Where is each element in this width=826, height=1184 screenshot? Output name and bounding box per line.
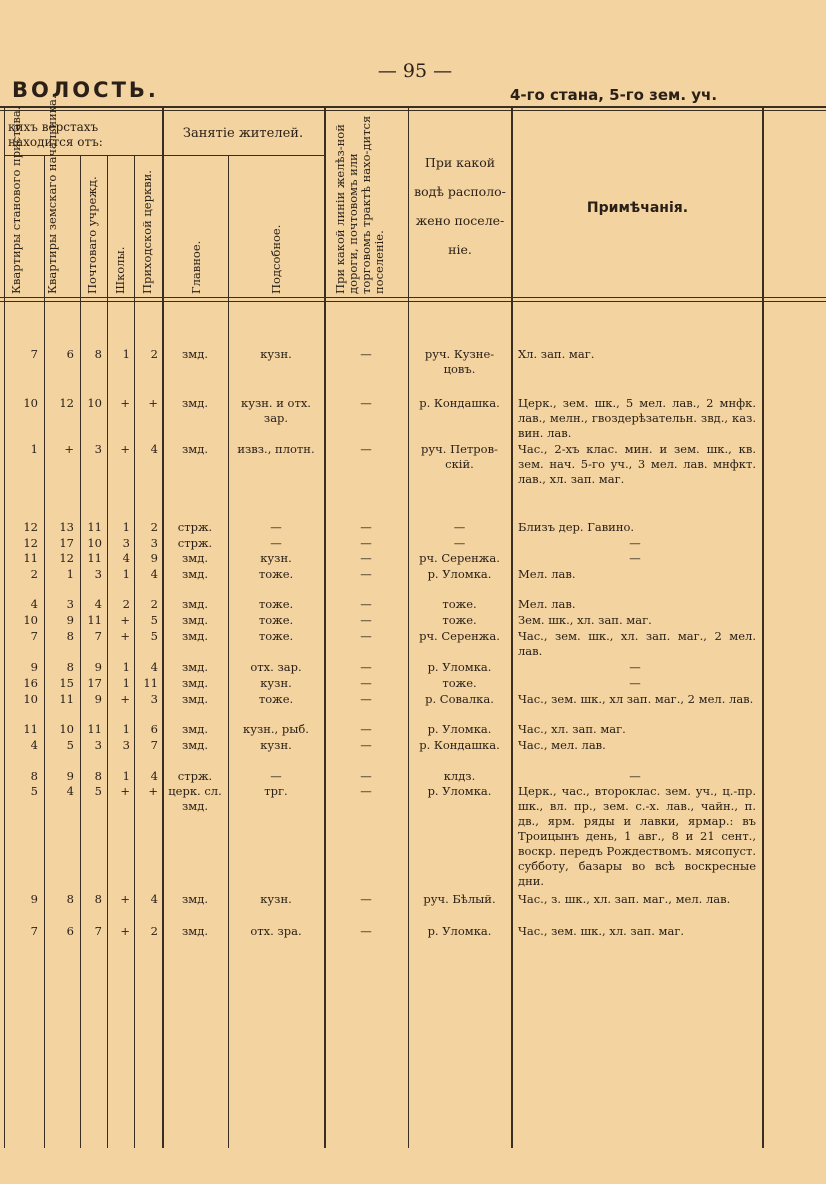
cell-main-occupation: змд. <box>182 613 208 627</box>
cell-school: 1 <box>122 347 130 361</box>
cell-school: + <box>120 442 130 456</box>
cell-zemsky: 8 <box>66 892 74 906</box>
cell-stanovoy: 12 <box>23 520 38 534</box>
cell-water: руч. Петров-скій. <box>421 442 498 471</box>
cell-school: + <box>120 924 130 938</box>
col-header-aux-occupation: Подсобное. <box>269 224 283 294</box>
cell-post: 8 <box>94 347 102 361</box>
cell-post: 17 <box>87 676 102 690</box>
cell-rail: — <box>360 567 372 581</box>
cell-note: Час., хл. зап. маг. <box>518 722 626 736</box>
cell-aux-occupation: — <box>270 769 282 783</box>
cell-water: р. Кондашка. <box>419 738 500 752</box>
table-top-rule-thin <box>0 110 826 111</box>
cell-rail: — <box>360 347 372 361</box>
cell-church: 2 <box>150 520 158 534</box>
cell-note: Час., мел. лав. <box>518 738 606 752</box>
cell-zemsky: 9 <box>66 613 74 627</box>
col-line <box>4 108 5 1148</box>
cell-note: Церк., зем. шк., 5 мел. лав., 2 мнфк. лав., мелн., гвоздерѣзательн. звд., каз. вин. лав. <box>518 396 756 440</box>
cell-school: 1 <box>122 567 130 581</box>
volost-heading: ВОЛОСТЬ. <box>12 78 159 102</box>
cell-stanovoy: 10 <box>23 396 38 410</box>
cell-rail: — <box>360 613 372 627</box>
cell-water: клдз. <box>443 769 476 783</box>
cell-post: 4 <box>94 597 102 611</box>
cell-main-occupation: змд. <box>182 692 208 706</box>
cell-note: Час., 2-хъ клас. мин. и зем. шк., кв. зем. нач. 5-го уч., 3 мел. лав. мнфкт. лав., хл. зап. маг. <box>518 442 756 486</box>
cell-school: 2 <box>122 597 130 611</box>
cell-zemsky: 10 <box>59 722 74 736</box>
col-header-school: Школы. <box>113 246 127 294</box>
cell-school: + <box>120 692 130 706</box>
col-line <box>511 108 513 1148</box>
cell-water: р. Уломка. <box>427 722 492 736</box>
cell-main-occupation: стрж. <box>177 536 213 550</box>
cell-school: 1 <box>122 660 130 674</box>
cell-rail: — <box>360 738 372 752</box>
cell-school: + <box>120 613 130 627</box>
cell-post: 10 <box>87 536 102 550</box>
cell-water: р. Уломка. <box>427 567 492 581</box>
cell-rail: — <box>360 629 372 643</box>
cell-rail: — <box>360 660 372 674</box>
cell-school: 1 <box>122 520 130 534</box>
cell-church: 11 <box>143 676 158 690</box>
cell-stanovoy: 11 <box>23 722 38 736</box>
col-line <box>44 155 45 1148</box>
cell-church: 2 <box>150 347 158 361</box>
cell-zemsky: 6 <box>66 347 74 361</box>
cell-church: 2 <box>150 597 158 611</box>
cell-zemsky: 9 <box>66 769 74 783</box>
cell-aux-occupation: тоже. <box>258 613 294 627</box>
cell-note: — <box>629 536 641 550</box>
cell-stanovoy: 7 <box>30 347 38 361</box>
cell-aux-occupation: кузн. и отх. зар. <box>241 396 311 425</box>
cell-rail: — <box>360 597 372 611</box>
cell-note: — <box>629 551 641 565</box>
cell-water: руч. Кузне-цовъ. <box>424 347 495 376</box>
cell-aux-occupation: отх. зар. <box>250 660 302 674</box>
cell-stanovoy: 8 <box>30 769 38 783</box>
cell-stanovoy: 7 <box>30 629 38 643</box>
cell-zemsky: 13 <box>59 520 74 534</box>
cell-school: 1 <box>122 676 130 690</box>
cell-school: + <box>120 784 130 798</box>
cell-zemsky: 17 <box>59 536 74 550</box>
cell-aux-occupation: кузн., рыб. <box>243 722 309 736</box>
cell-main-occupation: змд. <box>182 924 208 938</box>
cell-aux-occupation: тоже. <box>258 567 294 581</box>
col-header-water: При какой водѣ располо-жено поселе-ніе. <box>414 155 506 257</box>
col-header-church: Приходской церкви. <box>140 170 154 294</box>
cell-stanovoy: 1 <box>30 442 38 456</box>
cell-note: Час., зем. шк., хл. зап. маг. <box>518 924 685 938</box>
cell-church: + <box>148 784 158 798</box>
cell-church: 3 <box>150 692 158 706</box>
cell-rail: — <box>360 769 372 783</box>
cell-aux-occupation: кузн. <box>260 892 292 906</box>
cell-aux-occupation: извз., плотн. <box>237 442 315 456</box>
col-header-post: Почтоваго учрежд. <box>85 176 99 294</box>
cell-post: 5 <box>94 784 102 798</box>
cell-post: 8 <box>94 892 102 906</box>
cell-note: Час., зем. шк., хл зап. маг., 2 мел. лав. <box>518 692 754 706</box>
col-header-stanovoy: Квартиры станового пристава. <box>9 106 23 294</box>
col-line <box>134 155 135 1148</box>
cell-aux-occupation: кузн. <box>260 738 292 752</box>
cell-water: тоже. <box>442 676 477 690</box>
cell-school: + <box>120 629 130 643</box>
cell-post: 11 <box>87 551 102 565</box>
cell-zemsky: 3 <box>66 597 74 611</box>
cell-aux-occupation: кузн. <box>260 676 292 690</box>
cell-school: 3 <box>122 536 130 550</box>
cell-zemsky: 8 <box>66 660 74 674</box>
cell-church: 4 <box>150 567 158 581</box>
cell-post: 10 <box>87 396 102 410</box>
cell-main-occupation: змд. <box>182 347 208 361</box>
cell-main-occupation: змд. <box>182 738 208 752</box>
cell-post: 7 <box>94 924 102 938</box>
cell-water: р. Уломка. <box>427 924 492 938</box>
cell-note: — <box>629 676 641 690</box>
cell-stanovoy: 9 <box>30 892 38 906</box>
cell-post: 9 <box>94 660 102 674</box>
cell-main-occupation: змд. <box>182 597 208 611</box>
cell-stanovoy: 10 <box>23 613 38 627</box>
cell-stanovoy: 5 <box>30 784 38 798</box>
cell-post: 11 <box>87 520 102 534</box>
cell-stanovoy: 11 <box>23 551 38 565</box>
cell-main-occupation: змд. <box>182 892 208 906</box>
col-line <box>80 155 81 1148</box>
cell-rail: — <box>360 784 372 798</box>
page-number: — 95 — <box>377 60 453 82</box>
cell-zemsky: 6 <box>66 924 74 938</box>
cell-main-occupation: змд. <box>182 629 208 643</box>
cell-stanovoy: 7 <box>30 924 38 938</box>
col-header-rail: При какой линіи желѣз-ной дороги, почтовомъ или торговомъ трактѣ нахо-дится поселеніе. <box>333 115 386 294</box>
cell-zemsky: 15 <box>59 676 74 690</box>
cell-church: 9 <box>150 551 158 565</box>
cell-stanovoy: 2 <box>30 567 38 581</box>
subheader-rule <box>162 155 324 156</box>
cell-aux-occupation: отх. зра. <box>250 924 302 938</box>
cell-main-occupation: змд. <box>182 660 208 674</box>
cell-note: Зем. шк., хл. зап. маг. <box>518 613 652 627</box>
cell-note: — <box>629 769 641 783</box>
cell-rail: — <box>360 442 372 456</box>
cell-note: Хл. зап. маг. <box>518 347 595 361</box>
col-line <box>324 108 326 1148</box>
cell-aux-occupation: тоже. <box>258 692 294 706</box>
cell-church: 2 <box>150 924 158 938</box>
cell-zemsky: 5 <box>66 738 74 752</box>
cell-rail: — <box>360 692 372 706</box>
cell-rail: — <box>360 520 372 534</box>
cell-stanovoy: 4 <box>30 597 38 611</box>
cell-school: + <box>120 396 130 410</box>
cell-stanovoy: 12 <box>23 536 38 550</box>
cell-post: 3 <box>94 567 102 581</box>
col-header-notes: Примѣчанія. <box>586 200 689 216</box>
cell-note: Час., з. шк., хл. зап. маг., мел. лав. <box>518 892 731 906</box>
cell-note: Церк., час., второклас. зем. уч., ц.-пр. шк., вл. пр., зем. с.-х. лав., чайн., п. дв., ярм. ряды и лавки, ярмар.: въ Троицынъ день, 1 авг., 8 и 21 сент., воскр. передъ Рождествомъ. мясопуст. субботу, базары во всѣ воскресные дни. <box>518 784 756 888</box>
cell-water: — <box>453 520 466 534</box>
cell-school: 1 <box>122 769 130 783</box>
cell-post: 9 <box>94 692 102 706</box>
cell-stanovoy: 16 <box>23 676 38 690</box>
cell-church: + <box>148 396 158 410</box>
cell-church: 3 <box>150 536 158 550</box>
cell-water: р. Совалка. <box>425 692 494 706</box>
cell-aux-occupation: — <box>270 520 282 534</box>
cell-aux-occupation: кузн. <box>260 347 292 361</box>
cell-water: р. Уломка. <box>427 784 492 798</box>
cell-zemsky: 4 <box>66 784 74 798</box>
cell-church: 7 <box>150 738 158 752</box>
cell-church: 4 <box>150 442 158 456</box>
cell-main-occupation: стрж. <box>177 769 213 783</box>
cell-rail: — <box>360 396 372 410</box>
cell-zemsky: 1 <box>66 567 74 581</box>
cell-water: рч. Серенжа. <box>419 629 500 643</box>
cell-post: 3 <box>94 442 102 456</box>
cell-water: р. Кондашка. <box>419 396 500 410</box>
cell-post: 8 <box>94 769 102 783</box>
cell-school: 4 <box>122 551 130 565</box>
cell-zemsky: 8 <box>66 629 74 643</box>
cell-rail: — <box>360 536 372 550</box>
cell-water: тоже. <box>442 597 477 611</box>
cell-church: 6 <box>150 722 158 736</box>
cell-church: 5 <box>150 629 158 643</box>
cell-note: Близъ дер. Гавино. <box>518 520 635 534</box>
cell-zemsky: 12 <box>59 396 74 410</box>
cell-church: 4 <box>150 660 158 674</box>
cell-church: 4 <box>150 769 158 783</box>
cell-water: тоже. <box>442 613 477 627</box>
cell-school: 1 <box>122 722 130 736</box>
subheader-rule <box>4 155 162 156</box>
header-bottom-rule <box>0 297 826 298</box>
cell-stanovoy: 4 <box>30 738 38 752</box>
occupation-group-header: Занятіе жителей. <box>182 126 304 141</box>
cell-post: 11 <box>87 722 102 736</box>
cell-post: 7 <box>94 629 102 643</box>
cell-water: — <box>453 536 466 550</box>
cell-school: + <box>120 892 130 906</box>
cell-rail: — <box>360 924 372 938</box>
cell-rail: — <box>360 676 372 690</box>
table-top-rule <box>0 106 826 108</box>
cell-stanovoy: 9 <box>30 660 38 674</box>
col-line <box>228 155 229 1148</box>
cell-church: 4 <box>150 892 158 906</box>
cell-aux-occupation: тоже. <box>258 629 294 643</box>
cell-post: 11 <box>87 613 102 627</box>
cell-zemsky: 12 <box>59 551 74 565</box>
cell-school: 3 <box>122 738 130 752</box>
col-line <box>107 155 108 1148</box>
col-line <box>408 108 409 1148</box>
cell-church: 5 <box>150 613 158 627</box>
cell-zemsky: 11 <box>59 692 74 706</box>
cell-note: Мел. лав. <box>518 597 576 611</box>
cell-note: — <box>629 660 641 674</box>
cell-aux-occupation: кузн. <box>260 551 292 565</box>
district-heading: 4-го стана, 5-го зем. уч. <box>510 86 718 104</box>
col-line <box>162 108 164 1148</box>
cell-main-occupation: змд. <box>182 722 208 736</box>
cell-water: рч. Серенжа. <box>419 551 500 565</box>
cell-aux-occupation: — <box>270 536 282 550</box>
col-header-zemsky: Квартиры земскаго начальника. <box>45 95 59 294</box>
cell-main-occupation: змд. <box>182 396 208 410</box>
header-bottom-rule-2 <box>0 301 826 302</box>
cell-aux-occupation: трг. <box>264 784 288 798</box>
cell-main-occupation: змд. <box>182 676 208 690</box>
cell-rail: — <box>360 892 372 906</box>
cell-rail: — <box>360 722 372 736</box>
cell-zemsky: + <box>64 442 74 456</box>
distance-group-header: кихъ верстахъ находится отъ: <box>8 120 103 149</box>
cell-note: Час., зем. шк., хл. зап. маг., 2 мел. лав. <box>518 629 756 658</box>
cell-water: руч. Бѣлый. <box>423 892 496 906</box>
cell-note: Мел. лав. <box>518 567 576 581</box>
col-line <box>762 108 764 1148</box>
cell-main-occupation: церк. сл. змд. <box>168 784 222 813</box>
col-header-main-occupation: Главное. <box>189 240 203 294</box>
cell-water: р. Уломка. <box>427 660 492 674</box>
cell-rail: — <box>360 551 372 565</box>
cell-aux-occupation: тоже. <box>258 597 294 611</box>
cell-stanovoy: 10 <box>23 692 38 706</box>
cell-main-occupation: змд. <box>182 551 208 565</box>
cell-main-occupation: змд. <box>182 442 208 456</box>
cell-main-occupation: стрж. <box>177 520 213 534</box>
cell-main-occupation: змд. <box>182 567 208 581</box>
cell-post: 3 <box>94 738 102 752</box>
